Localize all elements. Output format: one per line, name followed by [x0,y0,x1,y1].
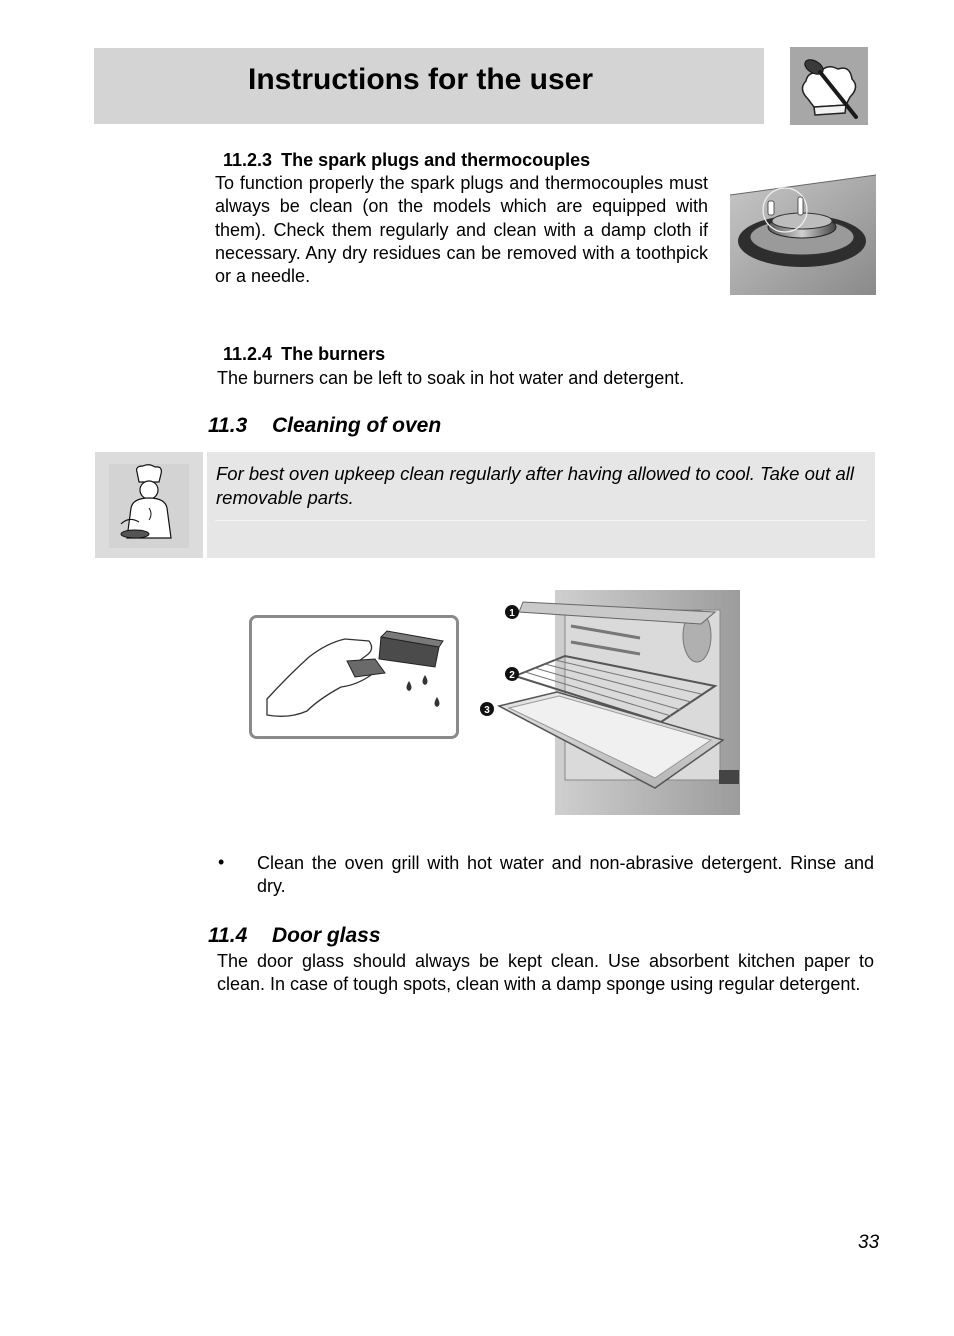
header-bar [94,48,764,124]
spark-plugs-paragraph: To function properly the spark plugs and thermocouples must always be clean (on the models which are equipped with them). Check them regularly and clean with a damp cloth if necessary. Any dry residues can be removed with a toothpick or a needle. [215,173,708,287]
section-number: 11.4 [208,924,248,947]
section-number: 11.2.3 [223,150,273,170]
section-heading-oven [208,414,441,438]
section-heading-burners [223,344,385,365]
note-divider [215,520,867,521]
burner-illustration [730,165,876,295]
section-title: Cleaning of oven [272,414,442,437]
section-title: The spark plugs and thermocouples [281,150,591,170]
sponge-illustration [249,615,459,739]
section-title: Door glass [272,924,381,947]
note-icon-panel [95,452,203,558]
page-number: 33 [858,1232,880,1253]
callout-1: 1 [509,608,515,619]
section-heading-spark-plugs [223,150,590,171]
section-number: 11.3 [208,414,248,437]
note-text: For best oven upkeep clean regularly after having allowed to cool. Take out all removable parts. [216,463,854,508]
section-title: The burners [281,344,386,364]
bullet-text: Clean the oven grill with hot water and non-abrasive detergent. Rinse and dry. [257,853,874,897]
spoon-chef-hat-icon [790,47,868,125]
section-number: 11.2.4 [223,344,273,364]
burners-paragraph: The burners can be left to soak in hot water and detergent. [217,368,685,388]
oven-interior-illustration [475,590,740,815]
chef-cooking-icon [109,464,189,548]
bullet-marker: • [218,852,225,872]
door-glass-paragraph: The door glass should always be kept clean. Use absorbent kitchen paper to clean. In case of tough spots, clean with a damp sponge using regular detergent. [217,951,874,995]
note-box [95,452,875,558]
section-heading-door-glass [208,924,381,948]
callout-2: 2 [509,670,515,681]
page-title: Instructions for the user [248,63,594,96]
callout-3: 3 [484,705,490,716]
